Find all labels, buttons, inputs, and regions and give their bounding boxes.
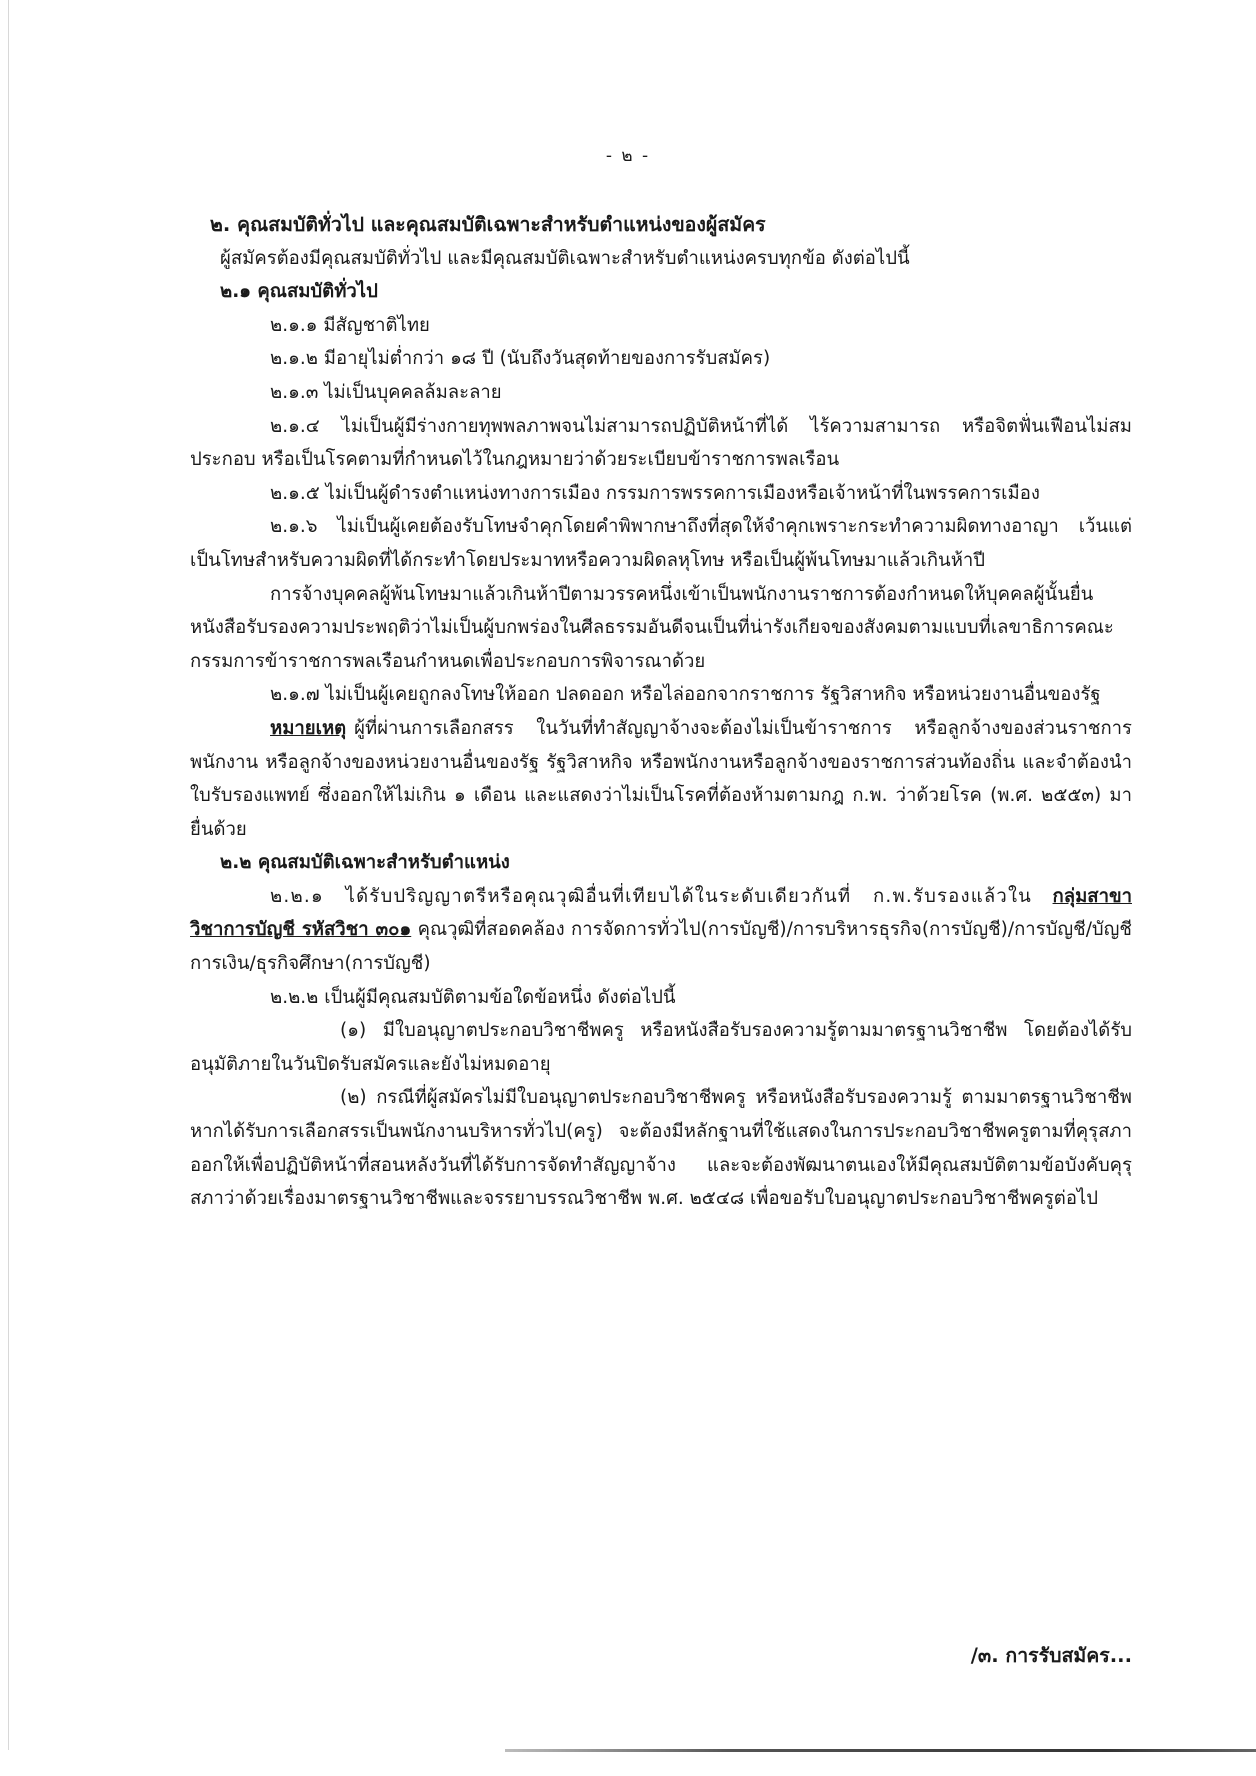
item-2-1-6: ๒.๑.๖ ไม่เป็นผู้เคยต้องรับโทษจำคุกโดยคำพิพากษาถึงที่สุดให้จำคุกเพราะกระทำความผิดทางอาญา เว้นแต่เป็นโทษสำหรับความผิดที่ได้กระทำโดยประมาทหรือความผิดลหุโทษ หรือเป็นผู้พ้นโทษมาแล้วเกินห้าปี (190, 516, 1132, 571)
page-number: - ๒ - (605, 146, 651, 166)
note-paragraph (190, 712, 1132, 846)
item-2-1-4: ๒.๑.๔ ไม่เป็นผู้มีร่างกายทุพพลภาพจนไม่สามารถปฏิบัติหน้าที่ได้ ไร้ความสามารถ หรือจิตฟั่นเฟือนไม่สมประกอบ หรือเป็นโรคตามที่กำหนดไว้ในกฎหมายว่าด้วยระเบียบข้าราชการพลเรือน (190, 415, 1132, 471)
item-2-2-2: ๒.๒.๒ เป็นผู้มีคุณสมบัติตามข้อใดข้อหนึ่ง ดังต่อไปนี้ (270, 986, 676, 1008)
item-2-2-2-sub-2: (๒) กรณีที่ผู้สมัครไม่มีใบอนุญาตประกอบวิชาชีพครู หรือหนังสือรับรองความรู้ ตามมาตรฐานวิชาชีพ หากได้รับการเลือกสรรเป็นพนักงานบริหารทั่วไป(ครู) จะต้องมีหลักฐานที่ใช้แสดงในการประกอบวิชาชีพครูตามที่คุรุสภาออกให้เพื่อปฏิบัติหน้าที่สอนหลังวันที่ได้รับการจัดทำสัญญาจ้าง และจะต้องพัฒนาตนเองให้มีคุณสมบัติตามข้อบังคับคุรุสภาว่าด้วยเรื่องมาตรฐานวิชาชีพและจรรยาบรรณวิชาชีพ พ.ศ. ๒๕๔๘ เพื่อขอรับใบอนุญาตประกอบวิชาชีพครูต่อไป (190, 1087, 1132, 1210)
section-2-2-heading: ๒.๒ คุณสมบัติเฉพาะสำหรับตำแหน่ง (220, 852, 510, 874)
section-2-1-heading: ๒.๑ คุณสมบัติทั่วไป (220, 281, 378, 303)
item-2-2-2-sub-1: (๑) มีใบอนุญาตประกอบวิชาชีพครู หรือหนังสือรับรองความรู้ตามมาตรฐานวิชาชีพ โดยต้องได้รับอนุมัติภายในวันปิดรับสมัครและยังไม่หมดอายุ (190, 1020, 1132, 1075)
item-2-1-6-continuation: การจ้างบุคคลผู้พ้นโทษมาแล้วเกินห้าปีตามวรรคหนึ่งเข้าเป็นพนักงานราชการต้องกำหนดให้บุคคลผู้นั้นยื่นหนังสือรับรองความประพฤติว่าไม่เป็นผู้บกพร่องในศีลธรรมอันดีจนเป็นที่น่ารังเกียจของสังคมตามแบบที่เลขาธิการคณะกรรมการข้าราชการพลเรือนกำหนดเพื่อประกอบการพิจารณาด้วย (190, 583, 1114, 672)
item-2-2-1-suffix: คุณวุฒิที่สอดคล้อง การจัดการทั่วไป(การบัญชี)/การบริหารธุรกิจ(การบัญชี)/การบัญชี/บัญชีการเงิน/ธุรกิจศึกษา(การบัญชี) (190, 919, 1132, 975)
item-2-1-3: ๒.๑.๓ ไม่เป็นบุคคลล้มละลาย (270, 381, 502, 403)
scan-artifact-line (505, 1749, 1256, 1752)
section-2-intro: ผู้สมัครต้องมีคุณสมบัติทั่วไป และมีคุณสมบัติเฉพาะสำหรับตำแหน่งครบทุกข้อ ดังต่อไปนี้ (220, 247, 910, 269)
note-label: หมายเหตุ (270, 717, 347, 739)
item-2-1-2: ๒.๑.๒ มีอายุไม่ต่ำกว่า ๑๘ ปี (นับถึงวันสุดท้ายของการรับสมัคร) (270, 348, 771, 370)
item-2-1-5: ๒.๑.๕ ไม่เป็นผู้ดำรงตำแหน่งทางการเมือง กรรมการพรรคการเมืองหรือเจ้าหน้าที่ในพรรคการเมือง (270, 482, 1040, 504)
note-text: ผู้ที่ผ่านการเลือกสรร ในวันที่ทำสัญญาจ้างจะต้องไม่เป็นข้าราชการ หรือลูกจ้างของส่วนราชการ พนักงาน หรือลูกจ้างของหน่วยงานอื่นของรัฐ รัฐวิสาหกิจ หรือพนักงานหรือลูกจ้างของราชการส่วนท้องถิ่น และจำต้องนำใบรับรองแพทย์ ซึ่งออกให้ไม่เกิน ๑ เดือน และแสดงว่าไม่เป็นโรคที่ต้องห้ามตามกฎ ก.พ. ว่าด้วยโรค (พ.ศ. ๒๕๕๓) มายื่นด้วย (190, 717, 1132, 840)
page-edge (8, 0, 9, 1750)
item-2-1-1: ๒.๑.๑ มีสัญชาติไทย (270, 314, 430, 336)
item-2-2-1-prefix: ๒.๒.๑ ได้รับปริญญาตรีหรือคุณวุฒิอื่นที่เทียบได้ในระดับเดียวกันที่ ก.พ.รับรองแล้วใน (270, 885, 1033, 907)
item-2-2-1-emphasis: กลุ่มสาขาวิชาการบัญชี รหัสวิชา ๓๐๑ (190, 885, 1132, 941)
continuation-footer: /๓. การรับสมัคร... (970, 1644, 1132, 1667)
document-body (190, 208, 1132, 1216)
item-2-2-1 (190, 880, 1132, 981)
section-2-heading: ๒. คุณสมบัติทั่วไป และคุณสมบัติเฉพาะสำหรับตำแหน่งของผู้สมัคร (210, 213, 766, 236)
item-2-1-7: ๒.๑.๗ ไม่เป็นผู้เคยถูกลงโทษให้ออก ปลดออก หรือไล่ออกจากราชการ รัฐวิสาหกิจ หรือหน่วยงานอื่นของรัฐ (270, 684, 1101, 706)
